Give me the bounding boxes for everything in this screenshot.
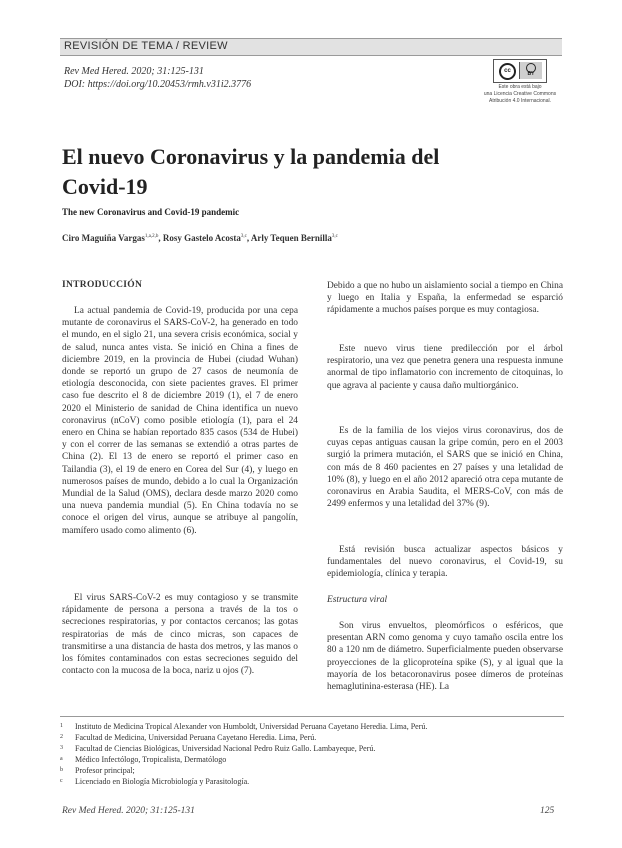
license-text-3: Atribución 4.0 Internacional. [489, 98, 551, 104]
doi-line: DOI: https://doi.org/10.20453/rmh.v31i2.3776 [64, 79, 252, 90]
creative-commons-badge[interactable] [493, 59, 547, 83]
footnote-text: Licenciado en Biología Microbiología y Parasitología. [75, 777, 250, 786]
author-affiliation: 3,c [240, 234, 247, 239]
paragraph: Este nuevo virus tiene predilección por el árbol respiratorio, una vez que penetra genera una respuesta inmune anormal de tipo inflamatorio con incremento de citoquinas, lo que agrava al paciente y causa daño multiorgánico. [327, 344, 563, 391]
left-column-para-1 [62, 305, 298, 537]
footnotes [60, 721, 564, 787]
footnote-item [60, 732, 564, 743]
paragraph: Está revisión busca actualizar aspectos básicos y fundamentales del nuevo coronavirus, el Covid-19, su epidemiología, clínica y terapia. [327, 545, 563, 580]
article-title [62, 142, 542, 202]
author-affiliation: 3,c [331, 234, 338, 239]
footer-citation: Rev Med Hered. 2020; 31:125-131 [62, 806, 195, 816]
footnote-item [60, 765, 564, 776]
footnote-item [60, 721, 564, 732]
footnote-mark: 3 [60, 745, 63, 751]
footnote-item [60, 776, 564, 787]
by-icon [519, 62, 542, 79]
footnote-mark: c [60, 778, 63, 784]
author-separator: , [246, 233, 251, 243]
by-label: BY [527, 71, 535, 77]
footnote-text: Facultad de Medicina, Universidad Peruana Cayetano Heredia. Lima, Perú. [75, 733, 317, 742]
paragraph: Son virus envueltos, pleomórficos o esféricos, que presentan ARN como genoma y cuyo tamaño oscila entre los 80 a 120 nm de diámetro. Superficialmente pueden observarse proyecciones de la glicoproteína spike (S), y al igual que la mayoría de los betacoronavirus posee dímeros de proteínas hemaglutinina-esterasa (HE). La [327, 621, 563, 693]
footnote-mark: 1 [60, 723, 63, 729]
footnote-item [60, 743, 564, 754]
title-line-2: Covid-19 [62, 174, 148, 199]
left-column-para-2 [62, 592, 298, 677]
author-name: Arly Tequen Bernilla [250, 233, 332, 243]
footnote-mark: b [60, 767, 63, 773]
footnote-text: Médico Infectólogo, Tropicalista, Dermatólogo [75, 755, 227, 764]
subheading: Estructura viral [327, 595, 388, 605]
right-column-para-2 [327, 343, 563, 392]
right-column-para-3 [327, 425, 563, 510]
page-number: 125 [540, 806, 555, 816]
title-line-1: El nuevo Coronavirus y la pandemia del [62, 144, 440, 169]
footnote-text: Instituto de Medicina Tropical Alexander von Humboldt, Universidad Peruana Cayetano Heredia. Lima, Perú. [75, 722, 428, 731]
author-affiliation: 1,a,2,b [144, 234, 159, 239]
english-title: The new Coronavirus and Covid-19 pandemic [62, 207, 240, 217]
paragraph: El virus SARS-CoV-2 es muy contagioso y se transmite rápidamente de persona a persona a través de la tos o secreciones respiratorias, y por contactos cercanos; las gotas respiratorias de más de cinco micras, son capaces de transmitirse a una distancia de hasta dos metros, y las manos o los fómites contaminados con estas secreciones seguido del contacto con la mucosa de la boca, nariz u ojos (7). [62, 593, 298, 677]
section-heading: INTRODUCCIÓN [62, 280, 143, 290]
footnote-text: Facultad de Ciencias Biológicas, Universidad Nacional Pedro Ruiz Gallo. Lambayeque, Perú. [75, 744, 376, 753]
cc-icon: cc [499, 63, 516, 80]
license-text-2: una Licencia Creative Commons [483, 91, 557, 97]
footnote-divider [60, 716, 564, 717]
author-name: Rosy Gastelo Acosta [162, 233, 241, 243]
paragraph: Es de la familia de los viejos virus coronavirus, dos de cuyas cepas antiguas causan la gripe común, pero en el 2003 surgió la primera mutación, el SARS que se inició en China, con más de 8 460 pacientes en 27 países y una letalidad de 10% (8), y luego en el año 2012 apareció otra cepa mutante de coronavirus en Arabia Saudita, el MERS-CoV, con más de 2499 enfermos y una letalidad del 37% (9). [327, 426, 563, 510]
section-label: REVISIÓN DE TEMA / REVIEW [64, 40, 228, 52]
author-name: Ciro Maguiña Vargas [62, 233, 145, 243]
license-text-1: Este obra está bajo [498, 84, 542, 90]
author-separator: , [158, 233, 163, 243]
section-header-bar [60, 38, 562, 56]
section-heading-introduccion [62, 279, 298, 291]
right-column-para-5 [327, 620, 563, 693]
footnote-text: Profesor principal; [75, 766, 135, 775]
author-list [62, 233, 338, 243]
paragraph: La actual pandemia de Covid-19, producida por una cepa mutante de coronavirus el SARS-CoV-2, ha generado en todo el mundo, en el siglo 21, una severa crisis económica, social y de salud, nunca antes vista. Se inició en China a fines de diciembre 2019, en la provincia de Hubei (ciudad Wuhan) donde se reportó un grupo de 27 casos de neumonía de etiología desconocida, con siete pacientes graves. El primer caso fue descrito el 8 de diciembre 2019 (1), el 7 de enero 2020 el Ministerio de sanidad de China identifica un nuevo coronavirus (nCoV) como posible etiología (1), para el 24 enero en China se habían reportado 835 casos (534 de Hubei) y con el correr de las semanas se extendió a otras partes de China (2). El 13 de enero se reportó el primer caso en Tailandia (3), el 19 de enero en Corea del Sur (4), y luego en numerosos países de mundo, debido a lo cual la Organización Mundial de la Salud (OMS), declara desde marzo 2020 como una nueva pandemia mundial (5). En China todavía no se conoce el origen del virus, aunque se atribuye al pangolín, mamífero usado como alimento (6). [62, 306, 298, 536]
paragraph: Debido a que no hubo un aislamiento social a tiempo en China y luego en Italia y España, la enfermedad se esparció rápidamente a muchos países porque es muy contagiosa. [327, 281, 563, 316]
citation-line: Rev Med Hered. 2020; 31:125-131 [64, 66, 204, 77]
footnote-mark: a [60, 756, 63, 762]
footnote-mark: 2 [60, 734, 63, 740]
right-column-para-1 [327, 280, 563, 317]
subsection-heading [327, 594, 563, 606]
right-column-para-4 [327, 544, 563, 581]
footnote-item [60, 754, 564, 765]
